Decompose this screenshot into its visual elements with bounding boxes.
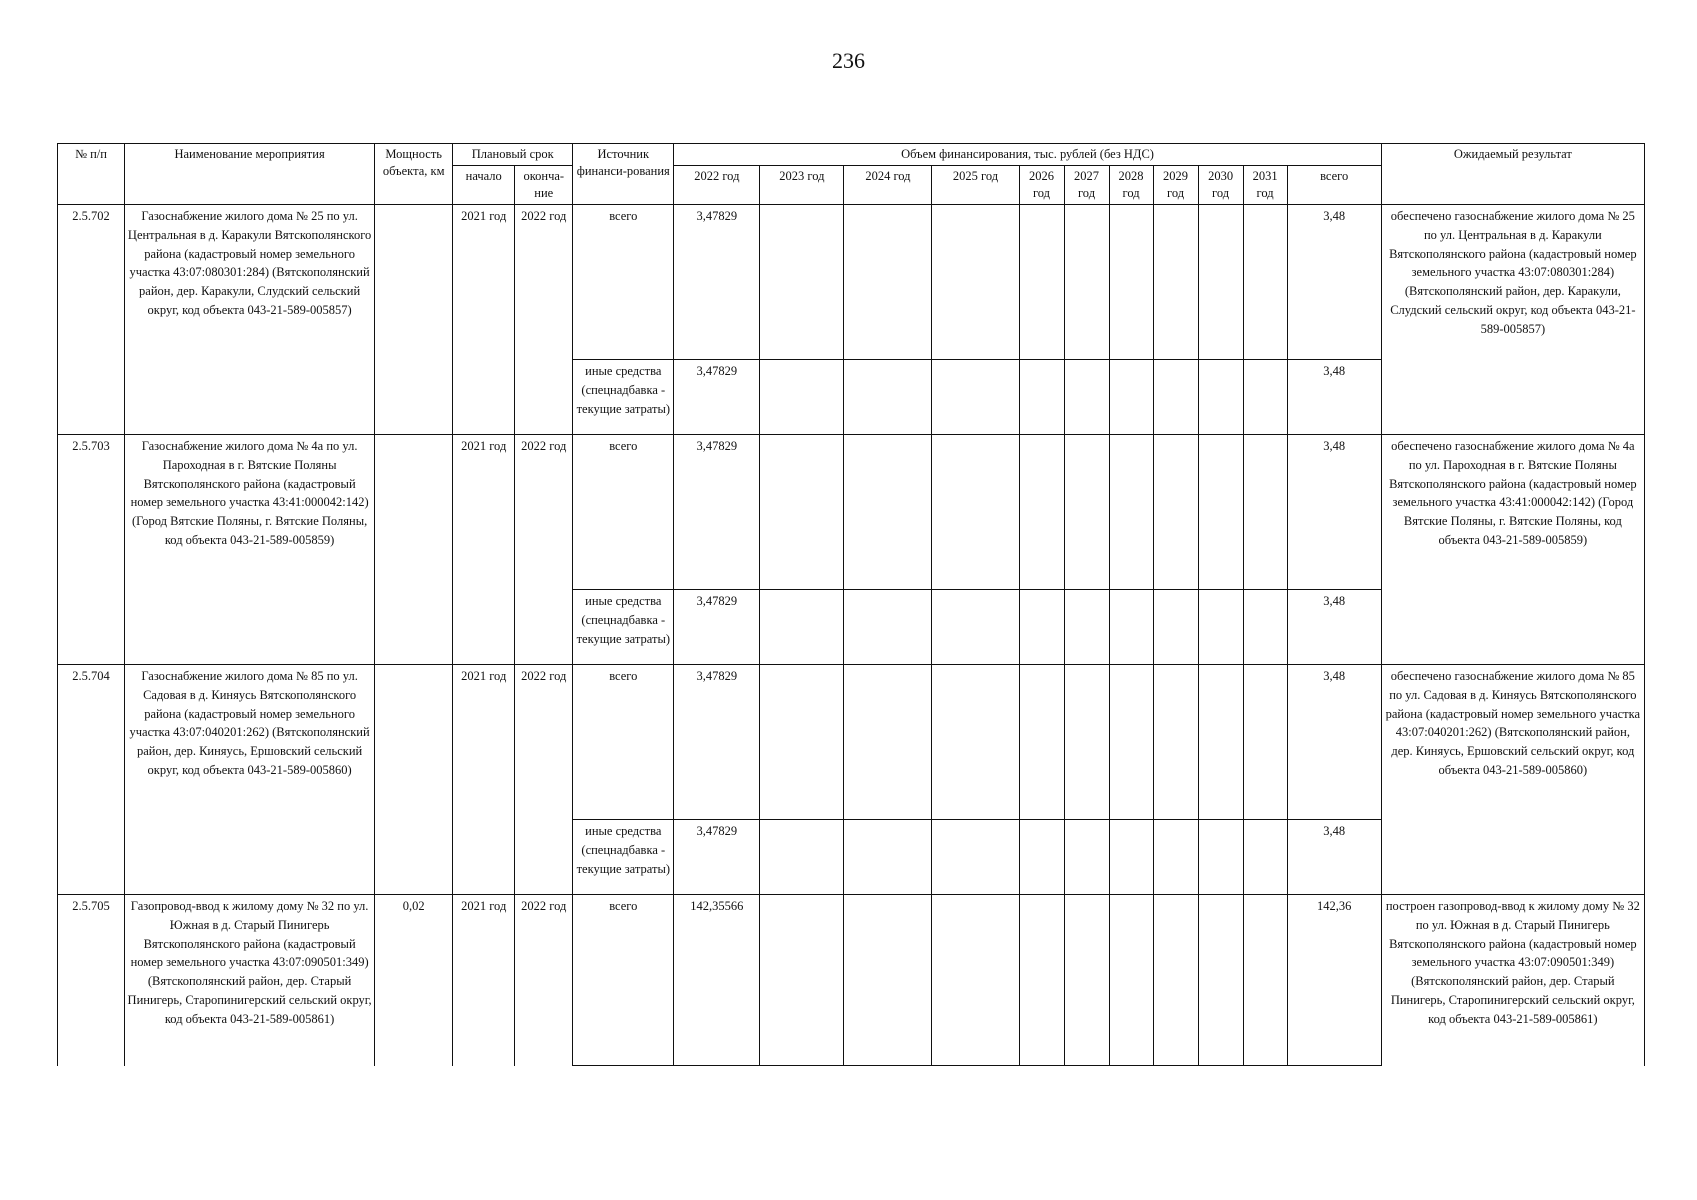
row-result: построен газопровод-ввод к жилому дому № 32 по ул. Южная в д. Старый Пинигерь Вятскополянского района (кадастровый номер земельного участка 43:07:090501:349) (Вятскополянский район, дер. Старый Пинигерь, Старопинигерский сельский округ, код объекта 043-21-589-005861) <box>1381 895 1644 1066</box>
header-year: 2030 год <box>1198 166 1243 205</box>
row-source: всего <box>573 895 674 1066</box>
row-result: обеспечено газоснабжение жилого дома № 4а по ул. Пароходная в г. Вятские Поляны Вятскополянского района (кадастровый номер земельного участка 43:41:000042:142) (Город Вятские Поляны, г. Вятские Поляны, код объекта 043-21-589-005859) <box>1381 435 1644 665</box>
header-capacity: Мощность объекта, км <box>375 144 453 205</box>
header-year: 2029 год <box>1153 166 1198 205</box>
row-name: Газоснабжение жилого дома № 25 по ул. Центральная в д. Каракули Вятскополянского района (кадастровый номер земельного участка 43:07:080301:284) (Вятскополянский район, дер. Каракули, Слудский сельский округ, код объекта 043-21-589-005857) <box>125 205 375 435</box>
header-end: оконча-ние <box>515 166 573 205</box>
row-value-2022: 142,35566 <box>674 895 760 1066</box>
row-capacity <box>375 205 453 435</box>
row-name: Газоснабжение жилого дома № 4а по ул. Пароходная в г. Вятские Поляны Вятскополянского района (кадастровый номер земельного участка 43:41:000042:142) (Город Вятские Поляны, г. Вятские Поляны, код объекта 043-21-589-005859) <box>125 435 375 665</box>
row-result: обеспечено газоснабжение жилого дома № 85 по ул. Садовая в д. Киняусь Вятскополянского района (кадастровый номер земельного участка 43:07:040201:262) (Вятскополянский район, дер. Киняусь, Ершовский сельский округ, код объекта 043-21-589-005860) <box>1381 665 1644 895</box>
row-num: 2.5.702 <box>58 205 125 435</box>
funding-table <box>57 143 1645 1066</box>
header-year: 2026 год <box>1019 166 1064 205</box>
row-total: 3,48 <box>1287 820 1381 895</box>
row-total: 3,48 <box>1287 205 1381 360</box>
header-year: 2022 год <box>674 166 760 205</box>
row-name: Газопровод-ввод к жилому дому № 32 по ул. Южная в д. Старый Пинигерь Вятскополянского района (кадастровый номер земельного участка 43:07:090501:349) (Вятскополянский район, дер. Старый Пинигерь, Старопинигерский сельский округ, код объекта 043-21-589-005861) <box>125 895 375 1066</box>
row-total: 142,36 <box>1287 895 1381 1066</box>
row-name: Газоснабжение жилого дома № 85 по ул. Садовая в д. Киняусь Вятскополянского района (кадастровый номер земельного участка 43:07:040201:262) (Вятскополянский район, дер. Киняусь, Ершовский сельский округ, код объекта 043-21-589-005860) <box>125 665 375 895</box>
header-result: Ожидаемый результат <box>1381 144 1644 205</box>
header-year: 2024 год <box>844 166 932 205</box>
row-start: 2021 год <box>453 435 515 665</box>
row-total: 3,48 <box>1287 665 1381 820</box>
row-source: иные средства (спецнадбавка - текущие затраты) <box>573 820 674 895</box>
row-total: 3,48 <box>1287 590 1381 665</box>
header-name: Наименование мероприятия <box>125 144 375 205</box>
row-source: всего <box>573 665 674 820</box>
row-value-2022: 3,47829 <box>674 435 760 590</box>
row-start: 2021 год <box>453 895 515 1066</box>
row-source: всего <box>573 435 674 590</box>
header-num: № п/п <box>58 144 125 205</box>
table-row <box>58 435 1645 590</box>
row-value-2022: 3,47829 <box>674 590 760 665</box>
row-source: иные средства (спецнадбавка - текущие затраты) <box>573 360 674 435</box>
row-value-2022: 3,47829 <box>674 820 760 895</box>
row-value-2022: 3,47829 <box>674 665 760 820</box>
header-funding: Объем финансирования, тыс. рублей (без НДС) <box>674 144 1381 166</box>
header-total: всего <box>1287 166 1381 205</box>
row-end: 2022 год <box>515 895 573 1066</box>
row-result: обеспечено газоснабжение жилого дома № 25 по ул. Центральная в д. Каракули Вятскополянского района (кадастровый номер земельного участка 43:07:080301:284) (Вятскополянский район, дер. Каракули, Слудский сельский округ, код объекта 043-21-589-005857) <box>1381 205 1644 435</box>
header-year: 2028 год <box>1109 166 1153 205</box>
header-year: 2031 год <box>1243 166 1287 205</box>
row-end: 2022 год <box>515 665 573 895</box>
header-year: 2023 год <box>760 166 844 205</box>
row-total: 3,48 <box>1287 435 1381 590</box>
table-row <box>58 895 1645 1066</box>
row-value-2022: 3,47829 <box>674 360 760 435</box>
row-start: 2021 год <box>453 205 515 435</box>
header-plan-term: Плановый срок <box>453 144 573 166</box>
row-end: 2022 год <box>515 205 573 435</box>
row-end: 2022 год <box>515 435 573 665</box>
row-num: 2.5.705 <box>58 895 125 1066</box>
row-num: 2.5.704 <box>58 665 125 895</box>
header-year: 2027 год <box>1064 166 1109 205</box>
table-row <box>58 205 1645 360</box>
row-num: 2.5.703 <box>58 435 125 665</box>
header-start: начало <box>453 166 515 205</box>
row-total: 3,48 <box>1287 360 1381 435</box>
header-source: Источник финанси-рования <box>573 144 674 205</box>
row-capacity <box>375 435 453 665</box>
page-number: 236 <box>832 48 865 73</box>
row-source: всего <box>573 205 674 360</box>
header-year: 2025 год <box>932 166 1019 205</box>
row-start: 2021 год <box>453 665 515 895</box>
table-row <box>58 665 1645 820</box>
row-source: иные средства (спецнадбавка - текущие затраты) <box>573 590 674 665</box>
row-value-2022: 3,47829 <box>674 205 760 360</box>
row-capacity: 0,02 <box>375 895 453 1066</box>
row-capacity <box>375 665 453 895</box>
